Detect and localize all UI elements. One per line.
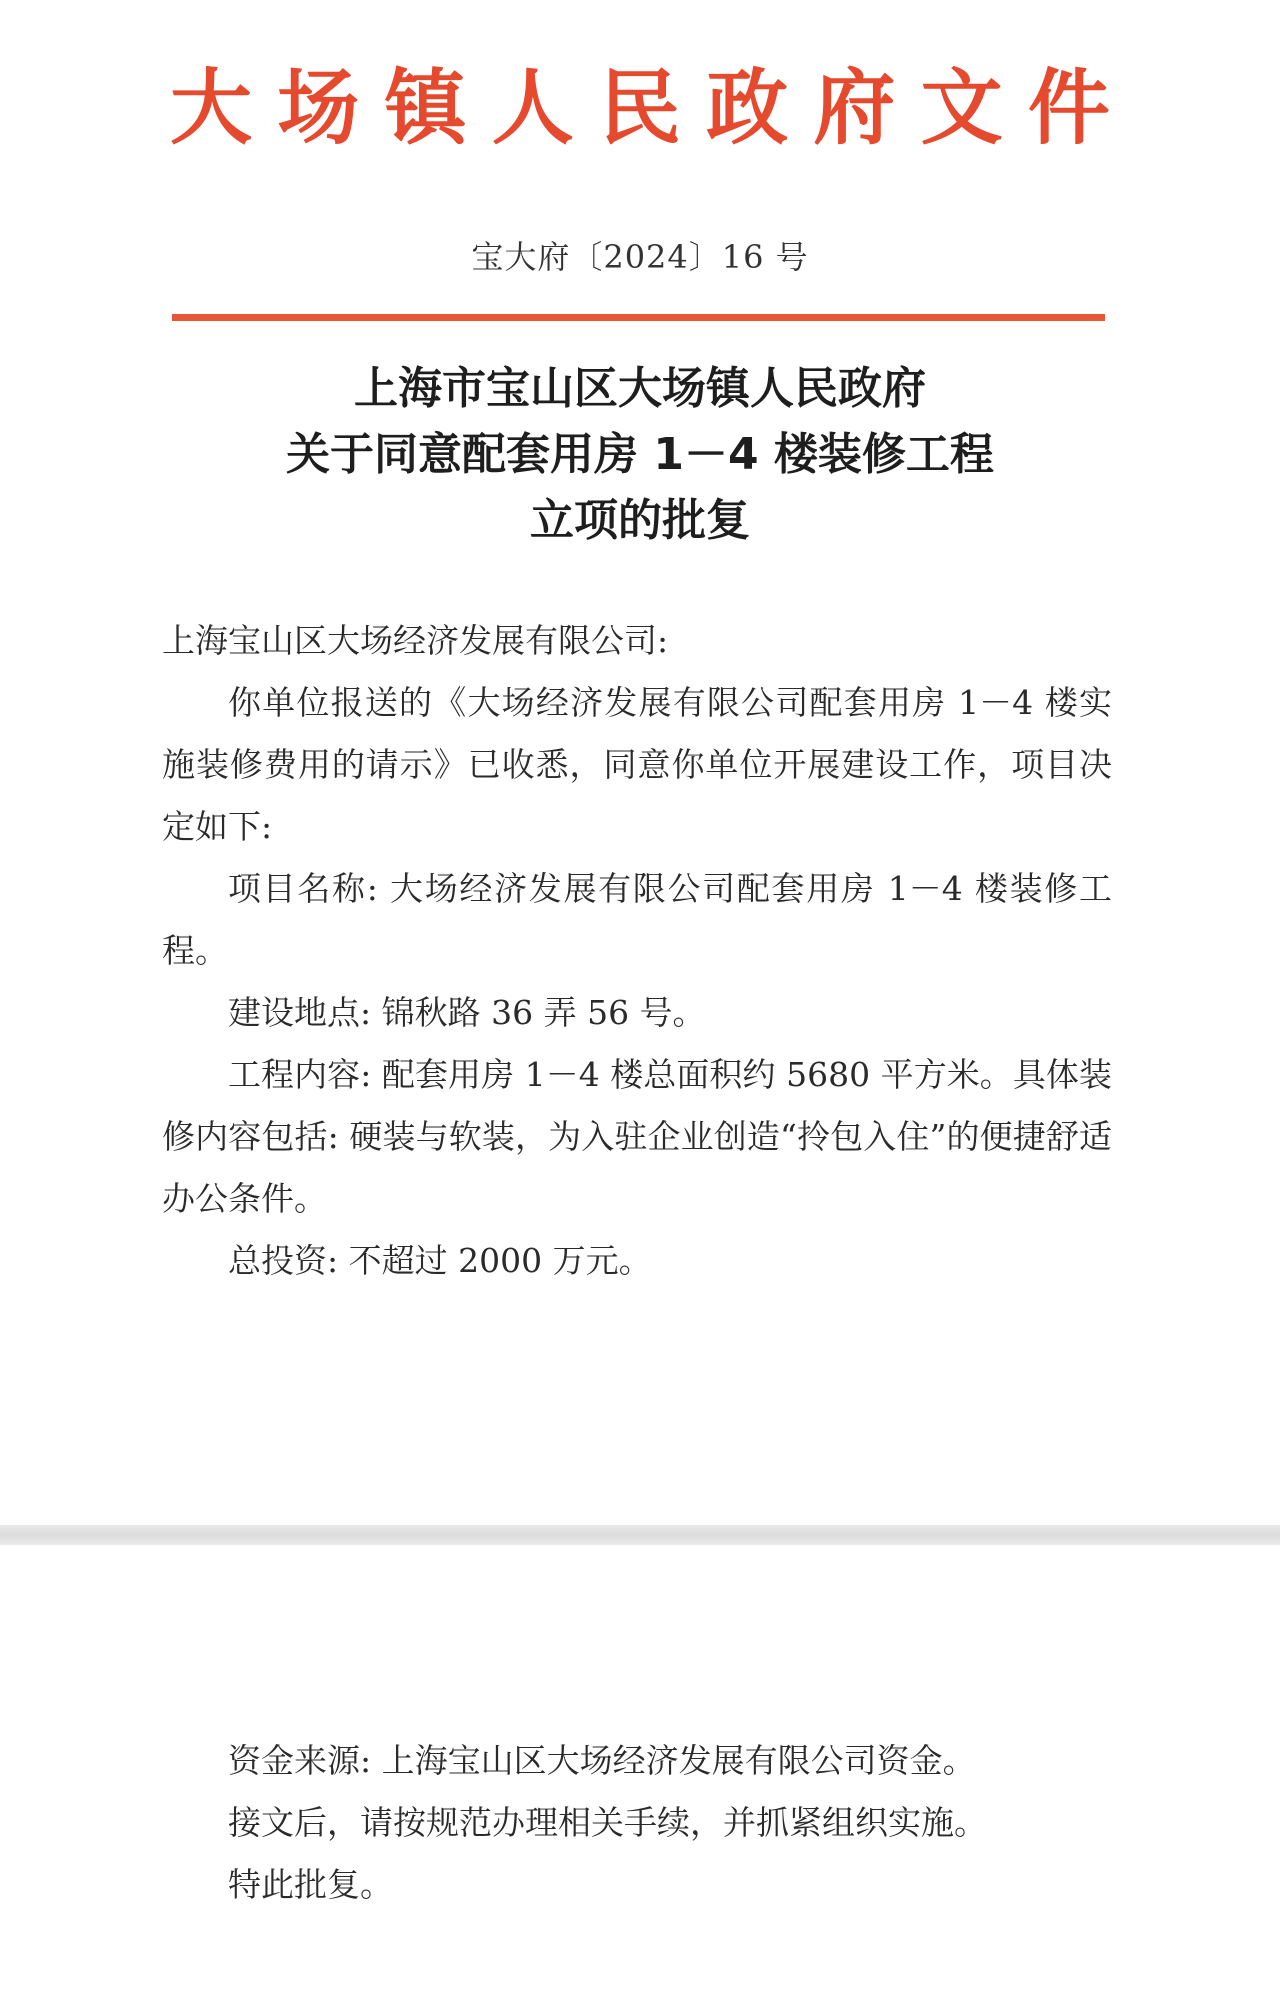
masthead-char: 政 [706,60,789,156]
addressee: 上海宝山区大场经济发展有限公司: [162,621,669,660]
masthead [170,58,1110,158]
document-title [0,356,1280,554]
masthead-char: 府 [813,60,896,156]
intro-paragraph: 你单位报送的《大场经济发展有限公司配套用房 1－4 楼实施装修费用的请示》已收悉，同意你单位开展建设工作，项目决定如下: [162,683,1112,846]
red-divider-line [172,314,1105,321]
masthead-char: 民 [598,60,681,156]
instruction-paragraph: 接文后，请按规范办理相关手续，并抓紧组织实施。 [228,1803,987,1842]
document-body [162,610,1112,1292]
masthead-char: 文 [920,60,1003,156]
location-paragraph: 建设地点: 锦秋路 36 弄 56 号。 [228,993,706,1032]
title-line-3: 立项的批复 [530,495,750,546]
title-line-2: 关于同意配套用房 1－4 楼装修工程 [286,429,994,480]
document-number: 宝大府〔2024〕16 号 [471,238,809,276]
masthead-char: 件 [1027,60,1110,156]
funding-paragraph: 资金来源: 上海宝山区大场经济发展有限公司资金。 [228,1741,976,1780]
investment-paragraph: 总投资: 不超过 2000 万元。 [228,1241,652,1280]
document-body-continued [162,1730,1112,1916]
project-name-paragraph: 项目名称: 大场经济发展有限公司配套用房 1－4 楼装修工程。 [162,869,1112,970]
masthead-char: 大 [170,60,253,156]
content-paragraph: 工程内容: 配套用房 1－4 楼总面积约 5680 平方米。具体装修内容包括: 硬装与软装，为入驻企业创造“拎包入住”的便捷舒适办公条件。 [162,1055,1112,1218]
title-line-1: 上海市宝山区大场镇人民政府 [354,363,926,414]
masthead-char: 场 [277,60,360,156]
masthead-char: 镇 [384,60,467,156]
masthead-char: 人 [491,60,574,156]
page-separator [0,1525,1280,1545]
closing-paragraph: 特此批复。 [228,1865,393,1904]
